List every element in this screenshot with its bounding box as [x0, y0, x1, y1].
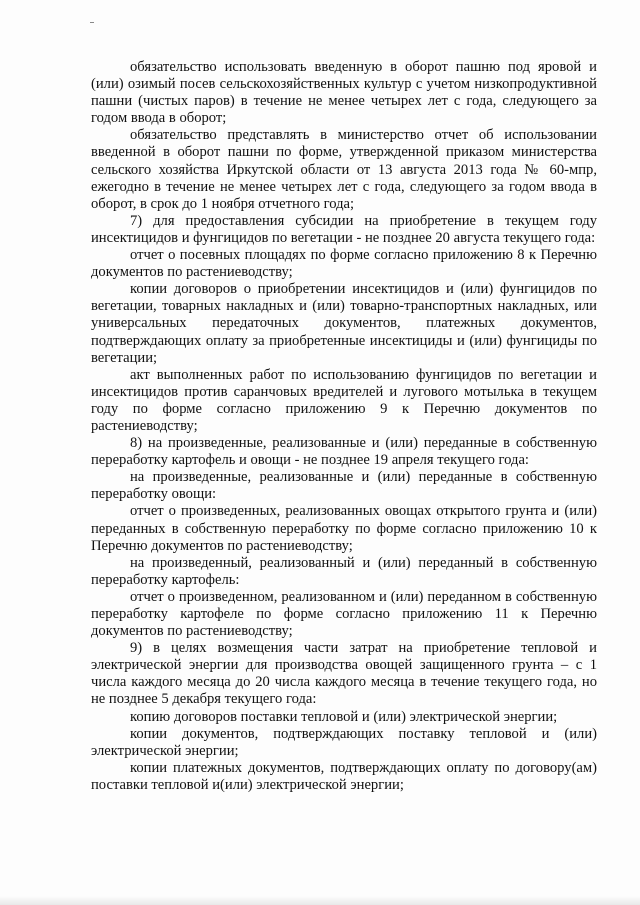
- paragraph: акт выполненных работ по использованию фунгицидов по вегетации и инсектицидов против саранчовых вредителей и лугового мотылька в текущем году по форме согласно приложению 9 к Перечню документов по растениеводству;: [91, 366, 597, 434]
- paragraph: копии документов, подтверждающих поставку тепловой и (или) электрической энергии;: [91, 725, 597, 759]
- scan-mark: [90, 22, 94, 23]
- paragraph: на произведенные, реализованные и (или) переданные в собственную переработку овощи:: [91, 469, 597, 503]
- paragraph: 7) для предоставления субсидии на приобретение в текущем году инсектицидов и фунгицидов по вегетации - не позднее 20 августа текущего года:: [91, 212, 597, 246]
- paragraph: обязательство использовать введенную в оборот пашню под яровой и (или) озимый посев сельскохозяйственных культур с учетом низкопродуктивной пашни (чистых паров) в течение не менее четырех лет с года, следующего за годом ввода в оборот;: [91, 59, 597, 127]
- paragraph: копии платежных документов, подтверждающих оплату по договору(ам) поставки тепловой и(или) электрической энергии;: [91, 759, 597, 793]
- paragraph: копии договоров о приобретении инсектицидов и (или) фунгицидов по вегетации, товарных накладных и (или) товарно-транспортных накладных, или универсальных передаточных документов, платежных документов, подтверждающих оплату за приобретенные инсектициды и (или) фунгициды по вегетации;: [91, 281, 597, 366]
- document-body: [91, 59, 597, 794]
- paragraph: отчет о произведенных, реализованных овощах открытого грунта и (или) переданных в собственную переработку по форме согласно приложению 10 к Перечню документов по растениеводству;: [91, 503, 597, 554]
- paragraph: копию договоров поставки тепловой и (или) электрической энергии;: [130, 708, 558, 725]
- page-edge: [0, 896, 640, 905]
- paragraph: на произведенный, реализованный и (или) переданный в собственную переработку картофель:: [91, 554, 597, 588]
- paragraph: отчет о произведенном, реализованном и (или) переданном в собственную переработку картофеле по форме согласно приложению 11 к Перечню документов по растениеводству;: [91, 588, 597, 640]
- paragraph: 9) в целях возмещения части затрат на приобретение тепловой и электрической энергии для производства овощей защищенного грунта – с 1 числа каждого месяца до 20 числа каждого месяца в течение текущего года, но не позднее 5 декабря текущего года:: [91, 640, 597, 708]
- paragraph: обязательство представлять в министерство отчет об использовании введенной в оборот пашни по форме, утвержденной приказом министерства сельского хозяйства Иркутской области от 13 августа 2013 года № 60-мпр, ежегодно в течение не менее четырех лет с года, следующего за годом ввода в оборот, в срок до 1 ноября отчетного года;: [91, 127, 597, 212]
- paragraph: 8) на произведенные, реализованные и (или) переданные в собственную переработку картофель и овощи - не позднее 19 апреля текущего года:: [91, 435, 597, 469]
- paragraph: отчет о посевных площадях по форме согласно приложению 8 к Перечню документов по растениеводству;: [91, 247, 597, 281]
